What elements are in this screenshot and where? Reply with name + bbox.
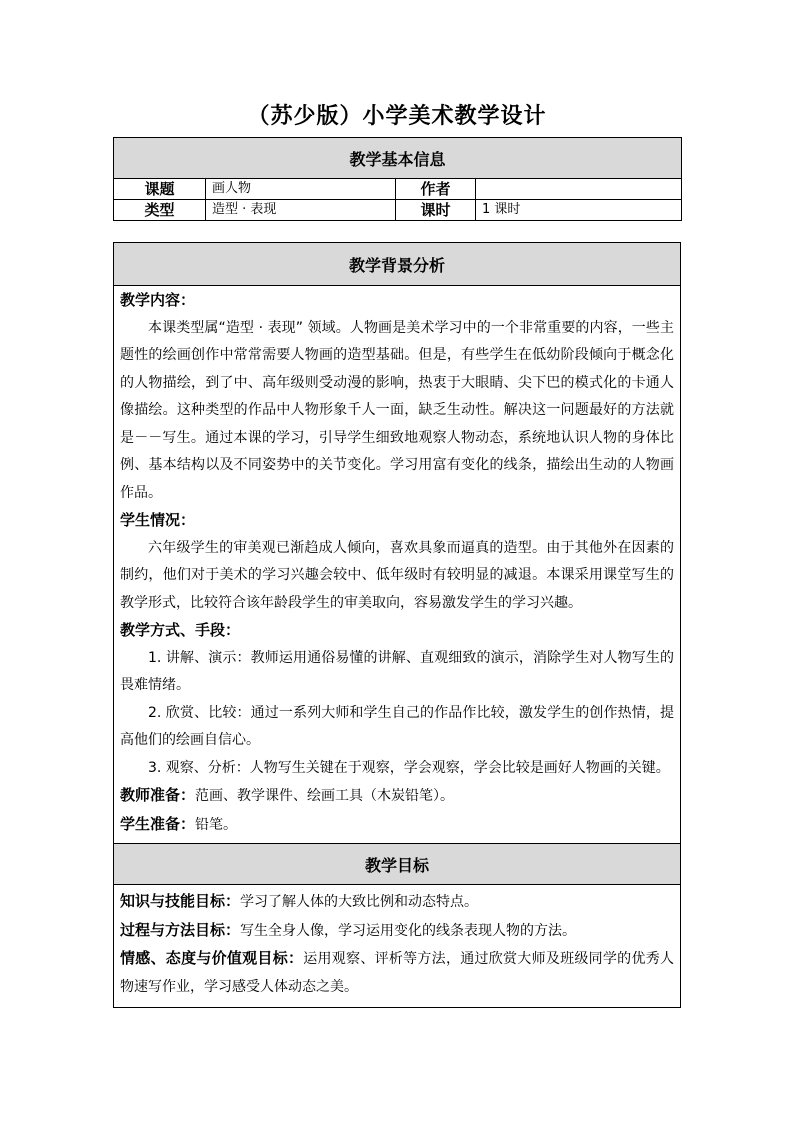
teacher-prep-text: 范画、教学课件、绘画工具（木炭铅笔）。: [195, 788, 455, 804]
document-title: （苏少版）小学美术教学设计: [247, 104, 547, 129]
content-text: 本课类型属“造型 · 表现” 领域。人物画是美术学习中的一个非常重要的内容，一些主题性的绘画创作中常常需要人物画的造型基础。但是，有些学生在低幼阶段倾向于概念化的人物描绘，到了中、高年级则受动漫的影响，热衷于大眼睛、尖下巴的模式化的卡通人像描绘。这种类型的作品中人物形象千人一面，缺乏生动性。解决这一问题最好的方法就是－－写生。通过本课的学习，引导学生细致地观察人物动态，系统地认识人物的身体比例、基本结构以及不同姿势中的关节变化。学习用富有变化的线条，描绘出生动的人物画作品。: [120, 319, 674, 501]
teacher-prep: [120, 782, 674, 811]
process-label: 过程与方法目标：: [120, 920, 241, 939]
value-type: 造型 · 表现: [206, 200, 396, 221]
method-item-1: 1. 讲解、演示：教师运用通俗易懂的讲解、直观细致的演示，消除学生对人物写生的畏难情绪。: [120, 649, 674, 693]
objectives-header: 教学目标: [114, 844, 681, 885]
student-prep: [120, 811, 674, 840]
label-topic: 课题: [114, 179, 206, 200]
background-section: [114, 286, 681, 844]
value-author: [476, 179, 682, 200]
emotion-text: 运用观察、评析等方法，通过欣赏大师及班级同学的优秀人物速写作业，学习感受人体动态之美。: [120, 951, 674, 995]
method-item-3: 3. 观察、分析：人物写生关键在于观察，学会观察，学会比较是画好人物画的关键。: [148, 759, 670, 776]
value-topic: 画人物: [206, 179, 396, 200]
analysis-table: [113, 242, 681, 1008]
basic-info-header: 教学基本信息: [114, 138, 682, 179]
student-prep-text: 铅笔。: [195, 816, 238, 833]
label-author: 作者: [396, 179, 476, 200]
objectives-section: [114, 885, 681, 1008]
knowledge-label: 知识与技能目标：: [120, 892, 241, 910]
content-heading: 教学内容：: [120, 291, 196, 309]
student-heading: 学生情况：: [120, 511, 196, 529]
process-objective: [120, 917, 674, 946]
method-item-2: 2. 欣赏、比较：通过一系列大师和学生自己的作品作比较，激发学生的创作热情，提高他们的绘画自信心。: [120, 704, 674, 748]
method-heading: 教学方式、手段：: [120, 621, 241, 639]
label-hours: 课时: [396, 200, 476, 221]
label-type: 类型: [114, 200, 206, 221]
process-text: 写生全身人像，学习运用变化的线条表现人物的方法。: [240, 922, 577, 939]
value-hours: 1 课时: [476, 200, 682, 221]
background-header: 教学背景分析: [114, 243, 681, 286]
student-prep-label: 学生准备：: [120, 814, 196, 833]
student-text: 六年级学生的审美观已渐趋成人倾向，喜欢具象而逼真的造型。由于其他外在因素的制约，他们对于美术的学习兴趣会较中、低年级时有较明显的减退。本课采用课堂写生的教学形式，比较符合该年龄段学生的审美取向，容易激发学生的学习兴趣。: [120, 539, 674, 611]
emotion-objective: [120, 945, 674, 1001]
basic-info-table: [113, 137, 682, 221]
emotion-label: 情感、态度与价值观目标：: [120, 949, 304, 967]
knowledge-text: 学习了解人体的大致比例和动态特点。: [240, 894, 479, 910]
knowledge-objective: [120, 888, 674, 917]
teacher-prep-label: 教师准备：: [120, 786, 196, 804]
